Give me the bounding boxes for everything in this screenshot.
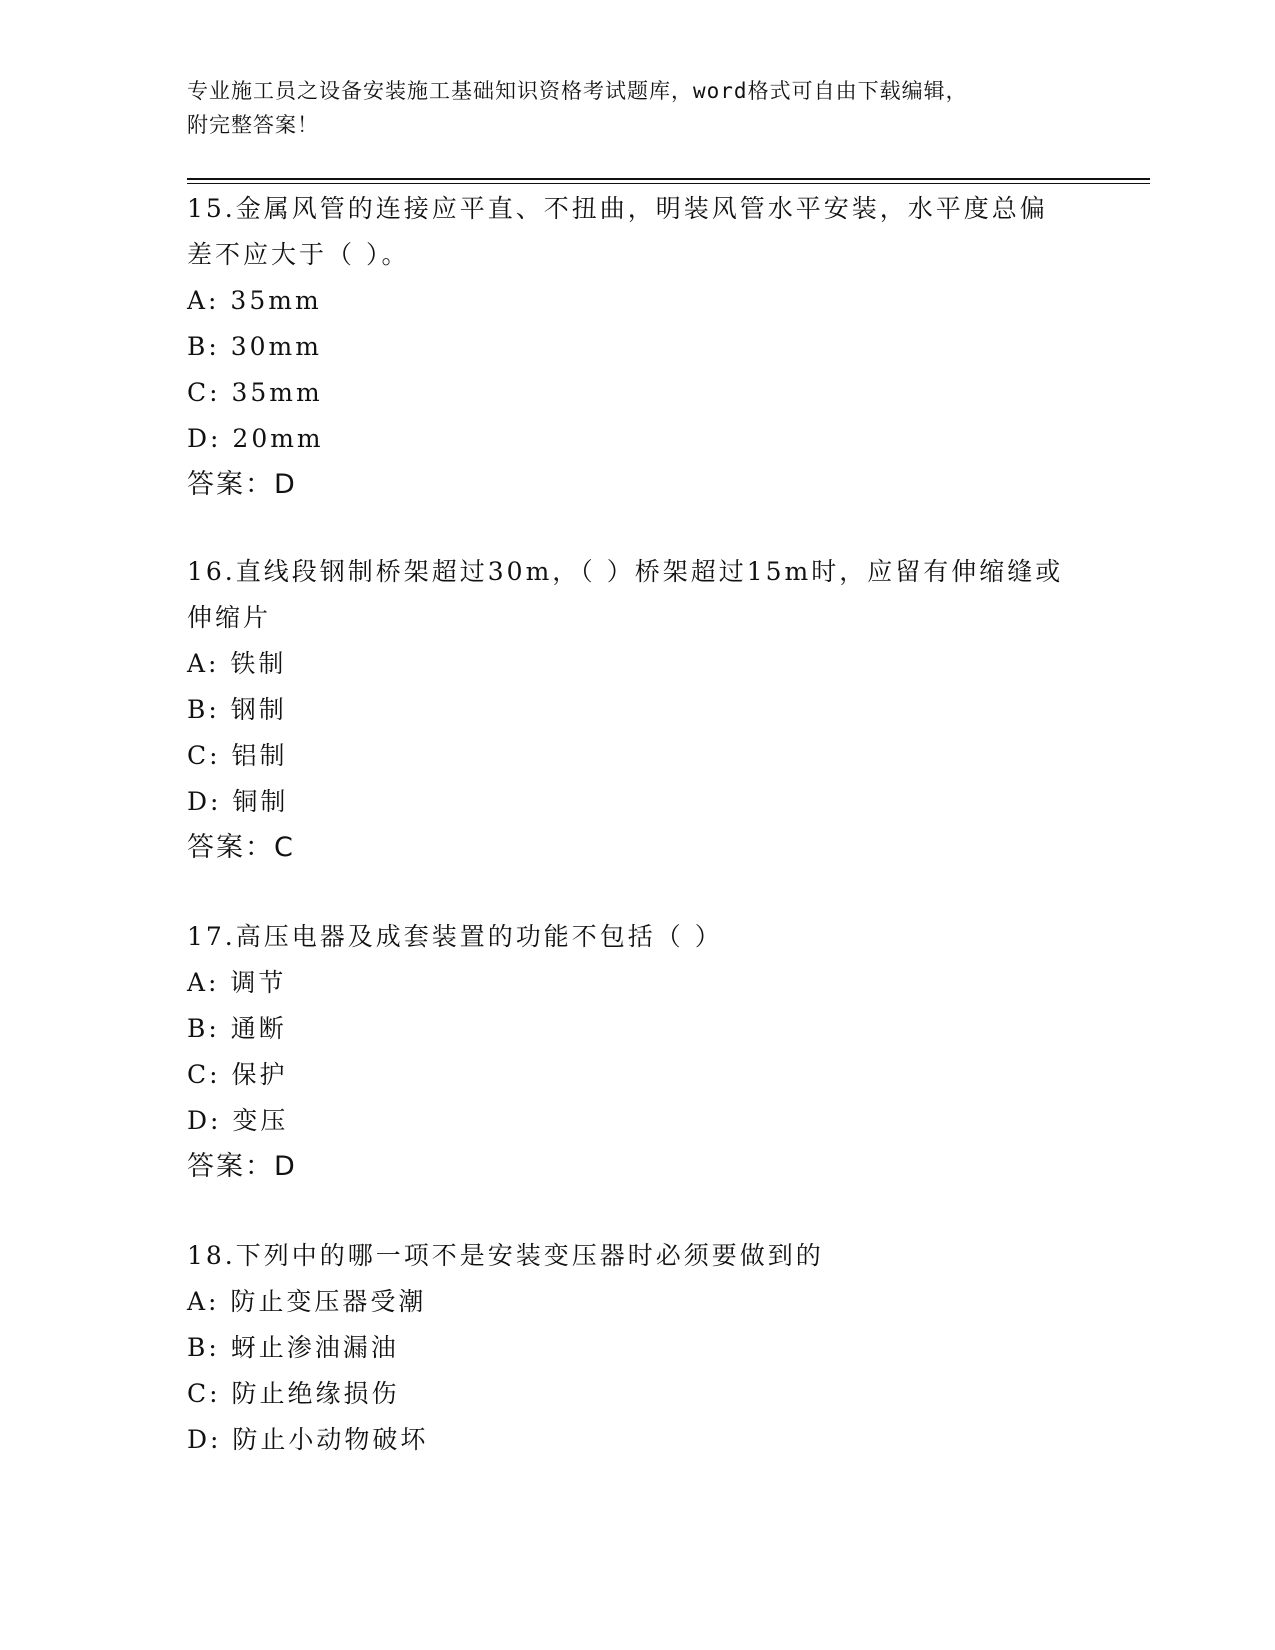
answer-line: 答案：C (187, 832, 295, 863)
option-c: C: 防止绝缘损伤 (187, 1379, 400, 1408)
question-16 (187, 549, 1087, 871)
question-15 (187, 186, 1087, 508)
question-stem-line: 15.金属风管的连接应平直、不扭曲，明装风管水平安装，水平度总偏 (187, 194, 1048, 223)
option-a: A: 铁制 (187, 649, 287, 678)
option-c: C: 铝制 (187, 741, 288, 770)
option-a: A: 调节 (187, 968, 287, 997)
header-line-1: 专业施工员之设备安装施工基础知识资格考试题库，word格式可自由下载编辑， (187, 79, 968, 103)
question-stem-line: 伸缩片 (187, 603, 272, 632)
document-header (187, 74, 1087, 142)
question-18 (187, 1233, 1087, 1463)
answer-line: 答案：D (187, 469, 297, 500)
header-divider-thick (187, 178, 1150, 180)
answer-line: 答案：D (187, 1151, 297, 1182)
option-c: C: 35mm (187, 378, 323, 407)
question-17 (187, 914, 1087, 1190)
option-a: A: 防止变压器受潮 (187, 1287, 427, 1316)
option-b: B: 蚜止渗油漏油 (187, 1333, 399, 1362)
option-b: B: 通断 (187, 1014, 287, 1043)
header-divider-thin (187, 183, 1150, 184)
option-a: A: 35mm (187, 286, 322, 315)
option-d: D: 防止小动物破坏 (187, 1425, 429, 1454)
question-stem-line: 差不应大于（ ）。 (187, 240, 410, 269)
option-b: B: 30mm (187, 332, 322, 361)
option-d: D: 铜制 (187, 787, 289, 816)
option-c: C: 保护 (187, 1060, 288, 1089)
option-d: D: 20mm (187, 424, 324, 453)
question-stem-line: 18.下列中的哪一项不是安装变压器时必须要做到的 (187, 1241, 824, 1270)
question-stem-line: 17.高压电器及成套装置的功能不包括（ ） (187, 922, 723, 951)
option-b: B: 钢制 (187, 695, 287, 724)
header-line-2: 附完整答案！ (187, 113, 319, 137)
question-stem-line: 16.直线段钢制桥架超过30m，（ ）桥架超过15m时，应留有伸缩缝或 (187, 557, 1064, 586)
option-d: D: 变压 (187, 1106, 289, 1135)
